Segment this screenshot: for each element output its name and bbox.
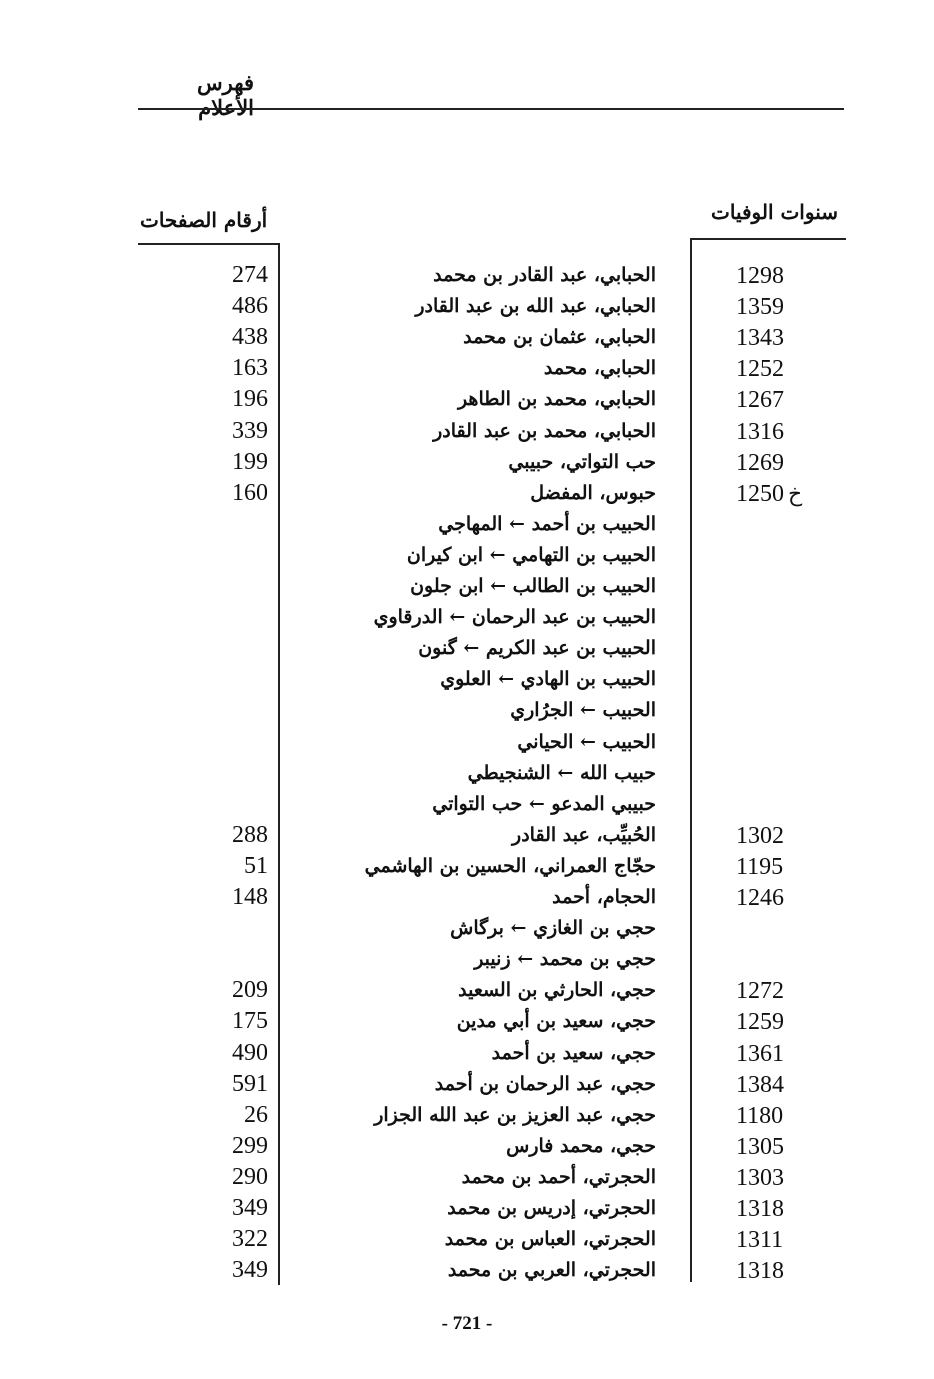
index-entry: [140, 384, 840, 415]
entry-death-year: [736, 633, 856, 665]
entry-year-value: 1180: [736, 1103, 784, 1129]
entry-page-number: 199: [232, 449, 268, 475]
index-entry: [140, 789, 840, 820]
entry-name: حجي، الحارثي بن السعيد: [458, 979, 656, 1001]
entry-death-year: [736, 1038, 856, 1070]
entry-page-number: 290: [232, 1164, 268, 1190]
entry-death-year: [736, 851, 856, 883]
entry-page-number: 160: [232, 480, 268, 506]
entry-page-number: 175: [232, 1008, 268, 1034]
entry-death-year: [736, 727, 856, 759]
entry-year-value: 1272: [736, 978, 784, 1004]
entry-death-year: [736, 602, 856, 634]
entry-page-number: 26: [244, 1102, 268, 1128]
entry-death-year: [736, 975, 856, 1007]
entry-year-value: 1259: [736, 1009, 784, 1035]
entry-name: حجّاج العمراني، الحسين بن الهاشمي: [364, 855, 656, 877]
index-entry: [140, 1069, 840, 1100]
entry-name: حجي، سعيد بن أبي مدين: [456, 1010, 656, 1032]
years-column-header: سنوات الوفيات: [711, 200, 838, 224]
entry-name: حبيبي المدعو ← حب التواتي: [432, 793, 656, 815]
entry-name: حجي، عبد الرحمان بن أحمد: [434, 1073, 656, 1095]
entry-year-value: 1303: [736, 1165, 784, 1191]
entry-name: الحبابي، عبد القادر بن محمد: [433, 264, 656, 286]
header-rule: [138, 108, 844, 110]
entry-page-number: 591: [232, 1071, 268, 1097]
entry-name: الحجرتي، إدريس بن محمد: [447, 1197, 656, 1219]
entry-death-year: [736, 322, 856, 354]
entry-name: الحبيب بن عبد الرحمان ← الدرقاوي: [373, 606, 656, 628]
entry-name: الحجرتي، العربي بن محمد: [447, 1259, 656, 1281]
index-entry: [140, 758, 840, 789]
index-entry: [140, 602, 840, 633]
entry-year-value: 1305: [736, 1134, 784, 1160]
index-entry: [140, 851, 840, 882]
entry-death-year: [736, 571, 856, 603]
years-column-rule: [690, 238, 846, 240]
entry-death-year: [736, 384, 856, 416]
entry-name: الحجام، أحمد: [552, 886, 656, 908]
index-entry: [140, 1162, 840, 1193]
running-head: فهرس الأعلام: [197, 70, 254, 120]
index-entry: [140, 447, 840, 478]
entry-death-year: [736, 1193, 856, 1225]
entry-death-year: [736, 789, 856, 821]
entry-name: الحبيب ← الحياني: [517, 731, 656, 753]
entry-name: الحبيب بن عبد الكريم ← گنون: [418, 637, 656, 659]
entry-page-number: 299: [232, 1133, 268, 1159]
index-entry: [140, 1224, 840, 1255]
entry-death-year: [736, 820, 856, 852]
index-entry: [140, 944, 840, 975]
entry-name: الحبيب ← الجرُاري: [510, 699, 656, 721]
entry-death-year: [736, 1100, 856, 1132]
index-entry: [140, 975, 840, 1006]
entry-death-year: [736, 758, 856, 790]
entry-year-value: 1250: [736, 481, 784, 507]
pages-column-rule: [138, 243, 280, 245]
entry-name: الحبابي، عبد الله بن عبد القادر: [415, 295, 656, 317]
entry-death-year: [736, 1006, 856, 1038]
entry-page-number: 209: [232, 977, 268, 1003]
entry-name: الحجرتي، أحمد بن محمد: [461, 1166, 656, 1188]
entry-name: حب التواتي، حبيبي: [508, 451, 656, 473]
entry-page-number: 349: [232, 1195, 268, 1221]
entry-year-value: 1318: [736, 1196, 784, 1222]
entry-name: الحبابي، عثمان بن محمد: [463, 326, 656, 348]
entry-death-year: [736, 695, 856, 727]
index-entry: [140, 727, 840, 758]
index-entry: [140, 260, 840, 291]
entry-name: حجي، سعيد بن أحمد: [491, 1042, 656, 1064]
index-entry: [140, 353, 840, 384]
entry-death-year: [736, 1162, 856, 1194]
index-entry: [140, 571, 840, 602]
entry-death-year: [736, 882, 856, 914]
entry-page-number: 196: [232, 386, 268, 412]
entry-name: الحُبيِّب، عبد القادر: [512, 824, 656, 846]
entry-page-number: 51: [244, 853, 268, 879]
entry-page-number: 322: [232, 1226, 268, 1252]
entry-year-value: 1195: [736, 854, 784, 880]
entry-name: حجي بن محمد ← زنيبر: [474, 948, 656, 970]
index-entry: [140, 540, 840, 571]
entry-year-mark: خ: [788, 481, 803, 506]
entry-death-year: [736, 540, 856, 572]
entry-year-value: 1316: [736, 419, 784, 445]
entry-year-value: 1298: [736, 263, 784, 289]
entry-death-year: [736, 478, 856, 510]
index-entry: [140, 291, 840, 322]
entry-year-value: 1384: [736, 1072, 784, 1098]
index-entry: [140, 478, 840, 509]
index-entry: [140, 1100, 840, 1131]
entry-name: حبوس، المفضل: [530, 482, 656, 504]
entry-page-number: 486: [232, 293, 268, 319]
entry-death-year: [736, 353, 856, 385]
entry-name: حجي، عبد العزيز بن عبد الله الجزار: [374, 1104, 656, 1126]
entry-death-year: [736, 260, 856, 292]
entry-year-value: 1361: [736, 1041, 784, 1067]
entry-name: الحبيب بن التهامي ← ابن كيران: [406, 544, 656, 566]
entry-death-year: [736, 1255, 856, 1287]
page-number: - 721 -: [441, 1313, 493, 1334]
entry-year-value: 1343: [736, 325, 784, 351]
entry-page-number: 490: [232, 1040, 268, 1066]
index-entry: [140, 322, 840, 353]
entry-name: الحبابي، محمد بن الطاهر: [457, 388, 656, 410]
index-entry: [140, 1255, 840, 1286]
entry-death-year: [736, 664, 856, 696]
index-entry: [140, 416, 840, 447]
entry-death-year: [736, 913, 856, 945]
index-entry: [140, 509, 840, 540]
entry-page-number: 274: [232, 262, 268, 288]
index-entry: [140, 1006, 840, 1037]
entry-name: الحجرتي، العباس بن محمد: [444, 1228, 656, 1250]
entry-year-value: 1269: [736, 450, 784, 476]
pages-column-header: أرقام الصفحات: [140, 208, 268, 232]
entry-year-value: 1318: [736, 1258, 784, 1284]
entry-death-year: [736, 447, 856, 479]
entry-death-year: [736, 1069, 856, 1101]
index-entry: [140, 820, 840, 851]
entry-year-value: 1359: [736, 294, 784, 320]
entry-page-number: 349: [232, 1257, 268, 1283]
entry-year-value: 1267: [736, 387, 784, 413]
index-entry: [140, 633, 840, 664]
entry-page-number: 339: [232, 418, 268, 444]
entry-page-number: 288: [232, 822, 268, 848]
entry-name: الحبيب بن الطالب ← ابن جلون: [410, 575, 656, 597]
entry-death-year: [736, 1224, 856, 1256]
entry-name: الحبابي، محمد: [543, 357, 656, 379]
entry-year-value: 1311: [736, 1227, 784, 1253]
entry-death-year: [736, 509, 856, 541]
entry-year-value: 1246: [736, 885, 784, 911]
index-entry: [140, 695, 840, 726]
entry-name: الحبابي، محمد بن عبد القادر: [433, 420, 656, 442]
entry-name: حبيب الله ← الشنجيطي: [467, 762, 656, 784]
entry-death-year: [736, 944, 856, 976]
index-entry: [140, 1193, 840, 1224]
entry-death-year: [736, 291, 856, 323]
entry-name: الحبيب بن الهادي ← العلوي: [440, 668, 656, 690]
entry-year-value: 1302: [736, 823, 784, 849]
entry-name: حجي، محمد فارس: [506, 1135, 656, 1157]
entry-page-number: 438: [232, 324, 268, 350]
entry-year-value: 1252: [736, 356, 784, 382]
index-entry: [140, 913, 840, 944]
index-entry: [140, 882, 840, 913]
index-entry: [140, 1038, 840, 1069]
entry-page-number: 148: [232, 884, 268, 910]
entry-page-number: 163: [232, 355, 268, 381]
entry-death-year: [736, 1131, 856, 1163]
entry-name: حجي بن الغازي ← برگاش: [450, 917, 656, 939]
entry-name: الحبيب بن أحمد ← المهاجي: [438, 513, 656, 535]
index-entry: [140, 1131, 840, 1162]
entry-death-year: [736, 416, 856, 448]
index-entry: [140, 664, 840, 695]
